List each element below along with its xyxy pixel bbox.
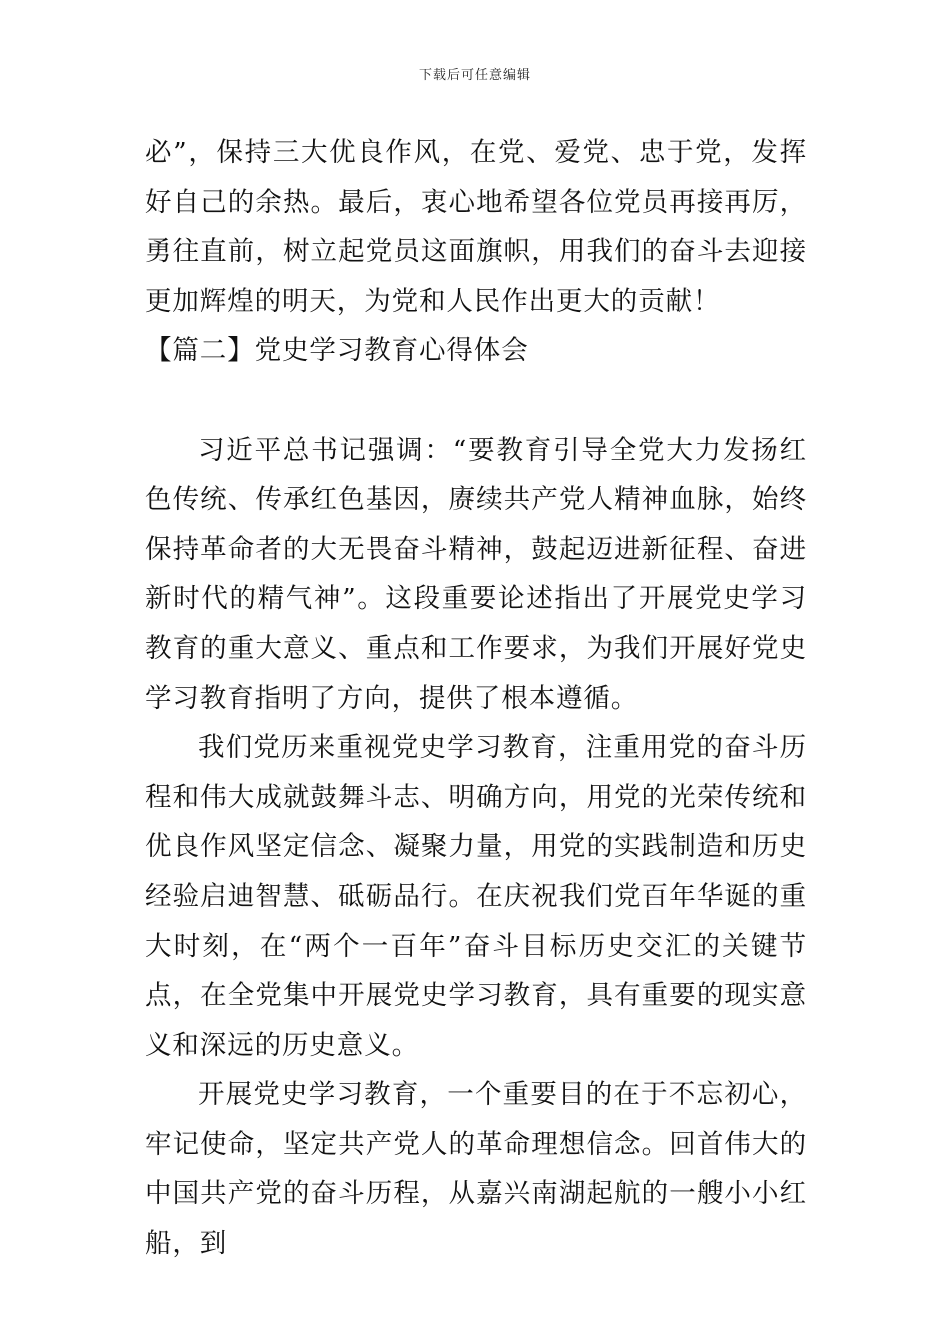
- page-header: 下载后可任意编辑: [418, 68, 531, 83]
- paragraph-continuation: 必”，保持三大优良作风，在党、爱党、忠于党，发挥好自己的余热。最后，衷心地希望各位党员再接再厉，勇往直前，树立起党员这面旗帜，用我们的奋斗去迎接更加辉煌的明天，为党和人民作出更大的贡献！: [145, 137, 807, 317]
- document-body: [145, 128, 807, 1269]
- section-heading: 【篇二】党史学习教育心得体会: [145, 335, 529, 367]
- paragraph-1: 习近平总书记强调：“要教育引导全党大力发扬红色传统、传承红色基因，赓续共产党人精神血脉，始终保持革命者的大无畏奋斗精神，鼓起迈进新征程、奋进新时代的精气神”。这段重要论述指出了开展党史学习教育的重大意义、重点和工作要求，为我们开展好党史学习教育指明了方向，提供了根本遵循。: [145, 434, 807, 714]
- paragraph-2: 我们党历来重视党史学习教育，注重用党的奋斗历程和伟大成就鼓舞斗志、明确方向，用党的光荣传统和优良作风坚定信念、凝聚力量，用党的实践制造和历史经验启迪智慧、砥砺品行。在庆祝我们党百年华诞的重大时刻，在“两个一百年”奋斗目标历史交汇的关键节点，在全党集中开展党史学习教育，具有重要的现实意义和深远的历史意义。: [145, 732, 807, 1061]
- paragraph-3: 开展党史学习教育，一个重要目的在于不忘初心，牢记使命，坚定共产党人的革命理想信念。回首伟大的中国共产党的奋斗历程，从嘉兴南湖起航的一艘小小红船，到: [145, 1079, 807, 1260]
- blank-line: [145, 376, 807, 426]
